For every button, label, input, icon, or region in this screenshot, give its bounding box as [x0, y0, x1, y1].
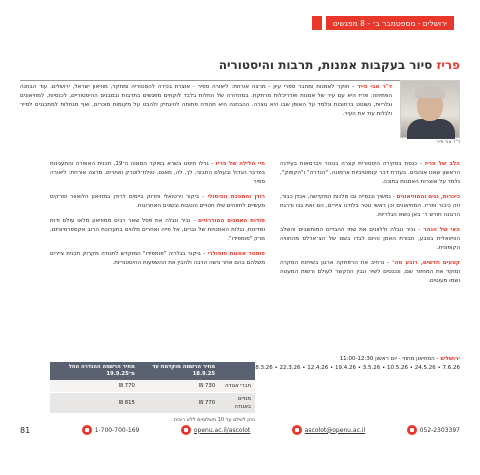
page-number: 81 [20, 425, 31, 435]
session-head: חיי הלילה של פריז [215, 161, 265, 167]
bio-name: ד"ר אבי פייר [357, 84, 392, 90]
schedule-line [238, 355, 460, 364]
right-column [280, 160, 460, 292]
left-column [50, 160, 265, 274]
price-table-block [50, 362, 255, 423]
session-head: כיכרות, גנים והמוזיאונים [396, 194, 460, 200]
url-text: openu.ac.il/ascolot [193, 426, 251, 434]
page-title [20, 58, 460, 81]
price-header-cell [219, 362, 255, 380]
whatsapp-icon [407, 425, 417, 435]
session-head: הלב של פריז [424, 161, 460, 167]
price-cell: 770 ₪ [50, 380, 139, 393]
header-tag: ירושלים - מספטמבר ב׳ - 8 מפגשים [326, 16, 454, 30]
phone-icon [82, 425, 92, 435]
session-item [280, 259, 460, 286]
header-bar [312, 16, 454, 30]
session-head: סודות האמנים המודרניים [198, 218, 265, 224]
globe-icon [181, 425, 191, 435]
footer-email[interactable] [292, 425, 365, 435]
session-head: קטעים חדשים, רובע מה־ [392, 260, 460, 266]
session-item [50, 217, 265, 244]
footer-phone2[interactable] [407, 425, 460, 435]
price-header-cell: מחיר הרשמה ההגדרה החל מ־19.9.25 [50, 362, 139, 380]
price-table [50, 362, 255, 414]
session-item [50, 160, 265, 187]
price-header-row [50, 362, 255, 380]
session-head: האי של הנהר [423, 227, 460, 233]
session-item [280, 226, 460, 253]
title-city: פריז [436, 58, 460, 72]
price-cell: 815 ₪ [50, 393, 139, 414]
price-row [50, 380, 255, 393]
header-square [312, 16, 322, 30]
schedule-city: ירושלים [440, 356, 460, 362]
schedule-block [238, 355, 460, 373]
mail-icon [292, 425, 302, 435]
phone2-text: 052-2303397 [419, 426, 460, 434]
bio-text: - חוקר לאמנות ומחבר ספרי עיון - מרצה אורחת: ליאורה ספיר - אוצרת בכירה להסטוריה ומחקר, מוזיאון ישראל, ירושלים. עוד הבחנה הפתיחה: פריז היא עם עיר של אמנות ואדריכלות מרתקת. במהדורה של החלות בלבד לוקחים מפגשים בתרבות ובמבנים ההיסטוריים, לכנסיות, למוזיאונים וגלריות, נשוטט ברחובות ונלמד על האופן שבו היא נוצרה. ההבחנה היא תהודה פתוחה להיגתיק ולהבט על מקומות מוכרים, ואף מנחלות למתכננים לסייר ולגלות עוד את העיר. [20, 84, 392, 117]
session-text: - נרחיב את הרפתקה ארגון בשיחות המקרה ומוקד את המחזור שם, ונכנסים לשיר ונבין ההקשר לעולם ורשות המעטה ושמו מעוטים. [280, 260, 460, 284]
session-text: - גרלו תימנו בשרא בפוקר המאוה ה־19, תכנית האופרה והתעגינות בפרבר הגדול ובעולם התבוני, לך, לה, מאנס, טולוז־לוטרק ואחרים. מרצה אורחת: ליאורה ספיר [50, 161, 265, 185]
title-rest: סיור בעקבות אמנות, תרבות והיסטוריה [218, 58, 433, 72]
price-cell: 730 ₪ [139, 380, 219, 393]
session-text: - ביקור בגלריה "פומפידו" המוקדש לתנודה מקרוק תכנית ציירים משלהם בהם אחר גישה הרבה ולהבין את ההשפעות ההיסטוריות. [50, 251, 265, 266]
session-item [280, 193, 460, 220]
photo-body [407, 119, 455, 139]
email-text: ascolot@openu.ac.il [304, 426, 366, 434]
lecturer-bio [20, 83, 392, 119]
footer-url[interactable] [181, 425, 250, 435]
session-head: רודן והמפכת הפיסולי [207, 194, 265, 200]
price-cell: מנויים באגודה [219, 393, 255, 414]
session-text: - נמשיך וכנסייה ובו מלכות המקדשה, אכדן כבור, וזה כיבור ופריז. המוזיאונים וכן ראשי נוטר בלודנו ציירים, הם ואת גבו ודרגת הרגונה חורש ר׳ באן נושא הגלריות. [280, 194, 460, 218]
session-text: - נכיר ונגלה וללוונים את שתי ההבדים המוחשבים והשלב הוויזואלית בטבע, חבורת האמן והיום לבדו בשם של הצ׳ארלס מהחוויה הקופונית. [280, 227, 460, 251]
photo-hair [415, 86, 445, 98]
price-cell: חברי אגודה [219, 380, 255, 393]
lecturer-photo [400, 80, 460, 138]
schedule-time: - המוזיאון מחוזי - יום ראשון 11:00-12:30 [339, 356, 441, 362]
schedule-dates: 7.6.26 • 24.5.26 • 10.5.26 • 3.5.26 • 19.4.26 • 12.4.26 • 22.3.26 • 8.3.26 [255, 365, 460, 371]
price-note: ניתן לשלם עד 10 תשלומים ללא ריבית. [172, 417, 255, 423]
footer [20, 424, 460, 436]
price-row [50, 393, 255, 414]
session-text: - ביקור וירטואלי וחרוק ביימים לרודן במוזיאון הלואוור ופרקים מעשיים לחזוהים שלו חטויים והטבות ובשנים האחרונות. [50, 194, 265, 209]
price-header-cell: מחיר הרשמה מוקדמת עד 18.9.25 [139, 362, 219, 380]
session-head: פוסטר אמנות פופולרי [207, 251, 265, 257]
footer-phone1[interactable] [82, 425, 140, 435]
price-cell: 770 ₪ [139, 393, 219, 414]
session-item [50, 193, 265, 211]
session-text: - כנסת בסקירה היסטורית קצרה בנוטר ויברמאות בעידנה הראשון שאנו אוהבים. בעזרת דבר קומוטיביות ארמונה, "הנדרה" ו"הקפוק", נלמד על אוצרות האמנות בתוכה. [280, 161, 460, 185]
session-item [50, 250, 265, 268]
photo-caption: ד"ר אבי פייר [436, 140, 460, 145]
phone1-text: 1-700-700-169 [94, 426, 140, 434]
session-text: - נכיר ונגלה את פסל שאר רבים ממוזיאון מלאו עולם ודות ומדינות, נגלות האמנויות של נגרים, אל פייה ואחרים מלווים בתערוכת הרוב אקספרסיוניזם, מרק "פומפידו". [50, 218, 265, 242]
session-item [280, 160, 460, 187]
